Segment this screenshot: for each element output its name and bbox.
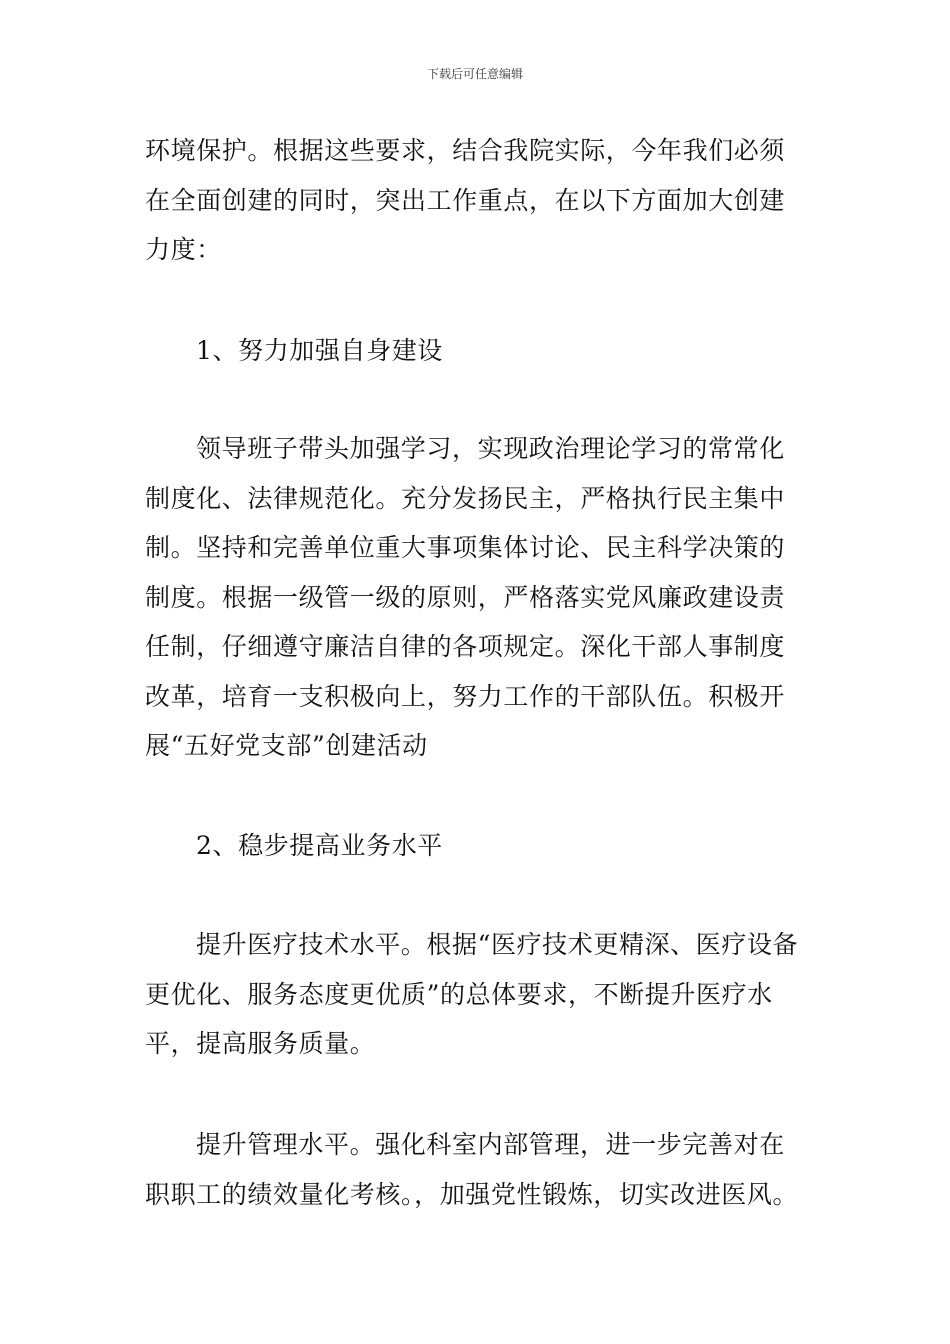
paragraph-management-level: 提升管理水平。强化科室内部管理，进一步完善对在职职工的绩效量化考核。，加强党性锻炼，切实改进医风。 [145, 1130, 799, 1209]
section-heading-2: 2、稳步提高业务水平 [196, 831, 443, 860]
paragraph-medical-level: 提升医疗技术水平。根据“医疗技术更精深、医疗设备更优化、服务态度更优质”的总体要求，不断提升医疗水平，提高服务质量。 [145, 930, 799, 1058]
paragraph-self-building: 领导班子带头加强学习，实现政治理论学习的常常化制度化、法律规范化。充分发扬民主，严格执行民主集中制。坚持和完善单位重大事项集体讨论、民主科学决策的制度。根据一级管一级的原则，严格落实党风廉政建设责任制，仔细遵守廉洁自律的各项规定。深化干部人事制度改革，培育一支积极向上，努力工作的干部队伍。积极开展“五好党支部”创建活动 [145, 434, 786, 760]
paragraph-intro: 环境保护。根据这些要求，结合我院实际，今年我们必须在全面创建的同时，突出工作重点，在以下方面加大创建力度： [145, 136, 786, 264]
section-heading-1: 1、努力加强自身建设 [196, 336, 443, 365]
page-header: 下载后可任意编辑 [426, 67, 523, 81]
